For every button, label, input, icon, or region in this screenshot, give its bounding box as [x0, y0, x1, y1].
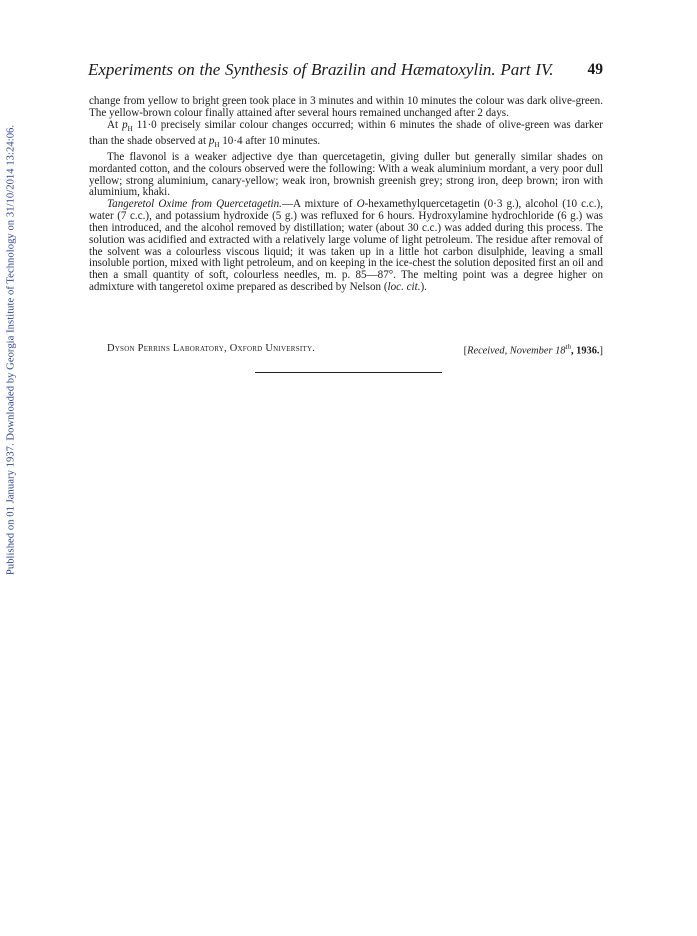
ph-letter: p [122, 118, 128, 131]
ordinal-suffix: th [565, 343, 571, 351]
text-segment: —A mixture of [281, 198, 357, 211]
ph-subscript: H [214, 140, 220, 149]
paragraph-tangeretol-oxime [89, 199, 603, 294]
paragraph-flavonol-dye: The flavonol is a weaker adjective dye than quercetagetin, giving duller but generally similar shades on mordanted cotton, and the colours observed were the following: With a weak aluminium mordant, a very poor dull yellow; strong aluminium, canary-yellow; weak iron, brownish greenish grey; strong iron, deep brown; iron with aluminium, khaki. [89, 150, 603, 199]
chem-prefix: O [356, 198, 365, 211]
laboratory-affiliation: Dyson Perrins Laboratory, Oxford University. [107, 343, 316, 354]
text-segment: At [107, 118, 123, 131]
article-body [89, 96, 603, 294]
bracket-open: [ [463, 345, 468, 357]
publication-download-notice: Published on 01 January 1937. Downloaded by Georgia Institute of Technology on 31/10/2014 13:24:06. [5, 124, 17, 576]
received-label: Received, November 18 [467, 345, 566, 357]
running-title: Experiments on the Synthesis of Brazilin and Hæmatoxylin. Part IV. [88, 60, 554, 79]
text-segment: ). [420, 281, 427, 294]
download-watermark [0, 0, 22, 936]
received-date [464, 343, 603, 356]
text-segment: 11·0 precisely similar colour changes occurred; within 6 minutes the shade of olive-green was darker than the shade observed at [89, 118, 603, 147]
article-footer [89, 343, 603, 357]
received-year: , 1936. [570, 345, 600, 357]
page-header [88, 60, 603, 84]
paragraph-colour-change: change from yellow to bright green took place in 3 minutes and within 10 minutes the colour was dark olive-green. The yellow-brown colour finally attained after several hours remained unchanged after 2 days. [89, 95, 603, 119]
paragraph-ph-observation [89, 120, 603, 152]
section-heading: Tangeretol Oxime from Quercetagetin. [107, 198, 282, 211]
ph-letter: p [208, 134, 215, 147]
citation-loc-cit: loc. cit. [387, 281, 421, 294]
text-segment: 10·4 after 10 minutes. [219, 134, 321, 147]
bracket-close: ] [599, 345, 603, 357]
page-number: 49 [587, 61, 603, 78]
ph-subscript: H [127, 124, 133, 133]
end-rule [255, 372, 442, 373]
text-segment: -hexamethylquercetagetin (0·3 g.), alcohol (10 c.c.), water (7 c.c.), and potassium hydroxide (5 g.) was refluxed for 6 hours. Hydroxylamine hydrochloride (6 g.) was then introduced, and the alcohol removed by distillation; water (about 30 c.c.) was added during this process. The solution was acidified and extracted with a relatively large volume of light petroleum. The residue after removal of the solvent was a colourless viscous liquid; it was taken up in a little hot carbon disulphide, leaving a small insoluble portion, mixed with light petroleum, and on keeping in the ice-chest the solution deposited first an oil and then a small quantity of soft, colourless needles, m. p. 85—87°. The melting point was a degree higher on admixture with tangeretol oxime prepared as described by Nelson ( [89, 198, 603, 294]
